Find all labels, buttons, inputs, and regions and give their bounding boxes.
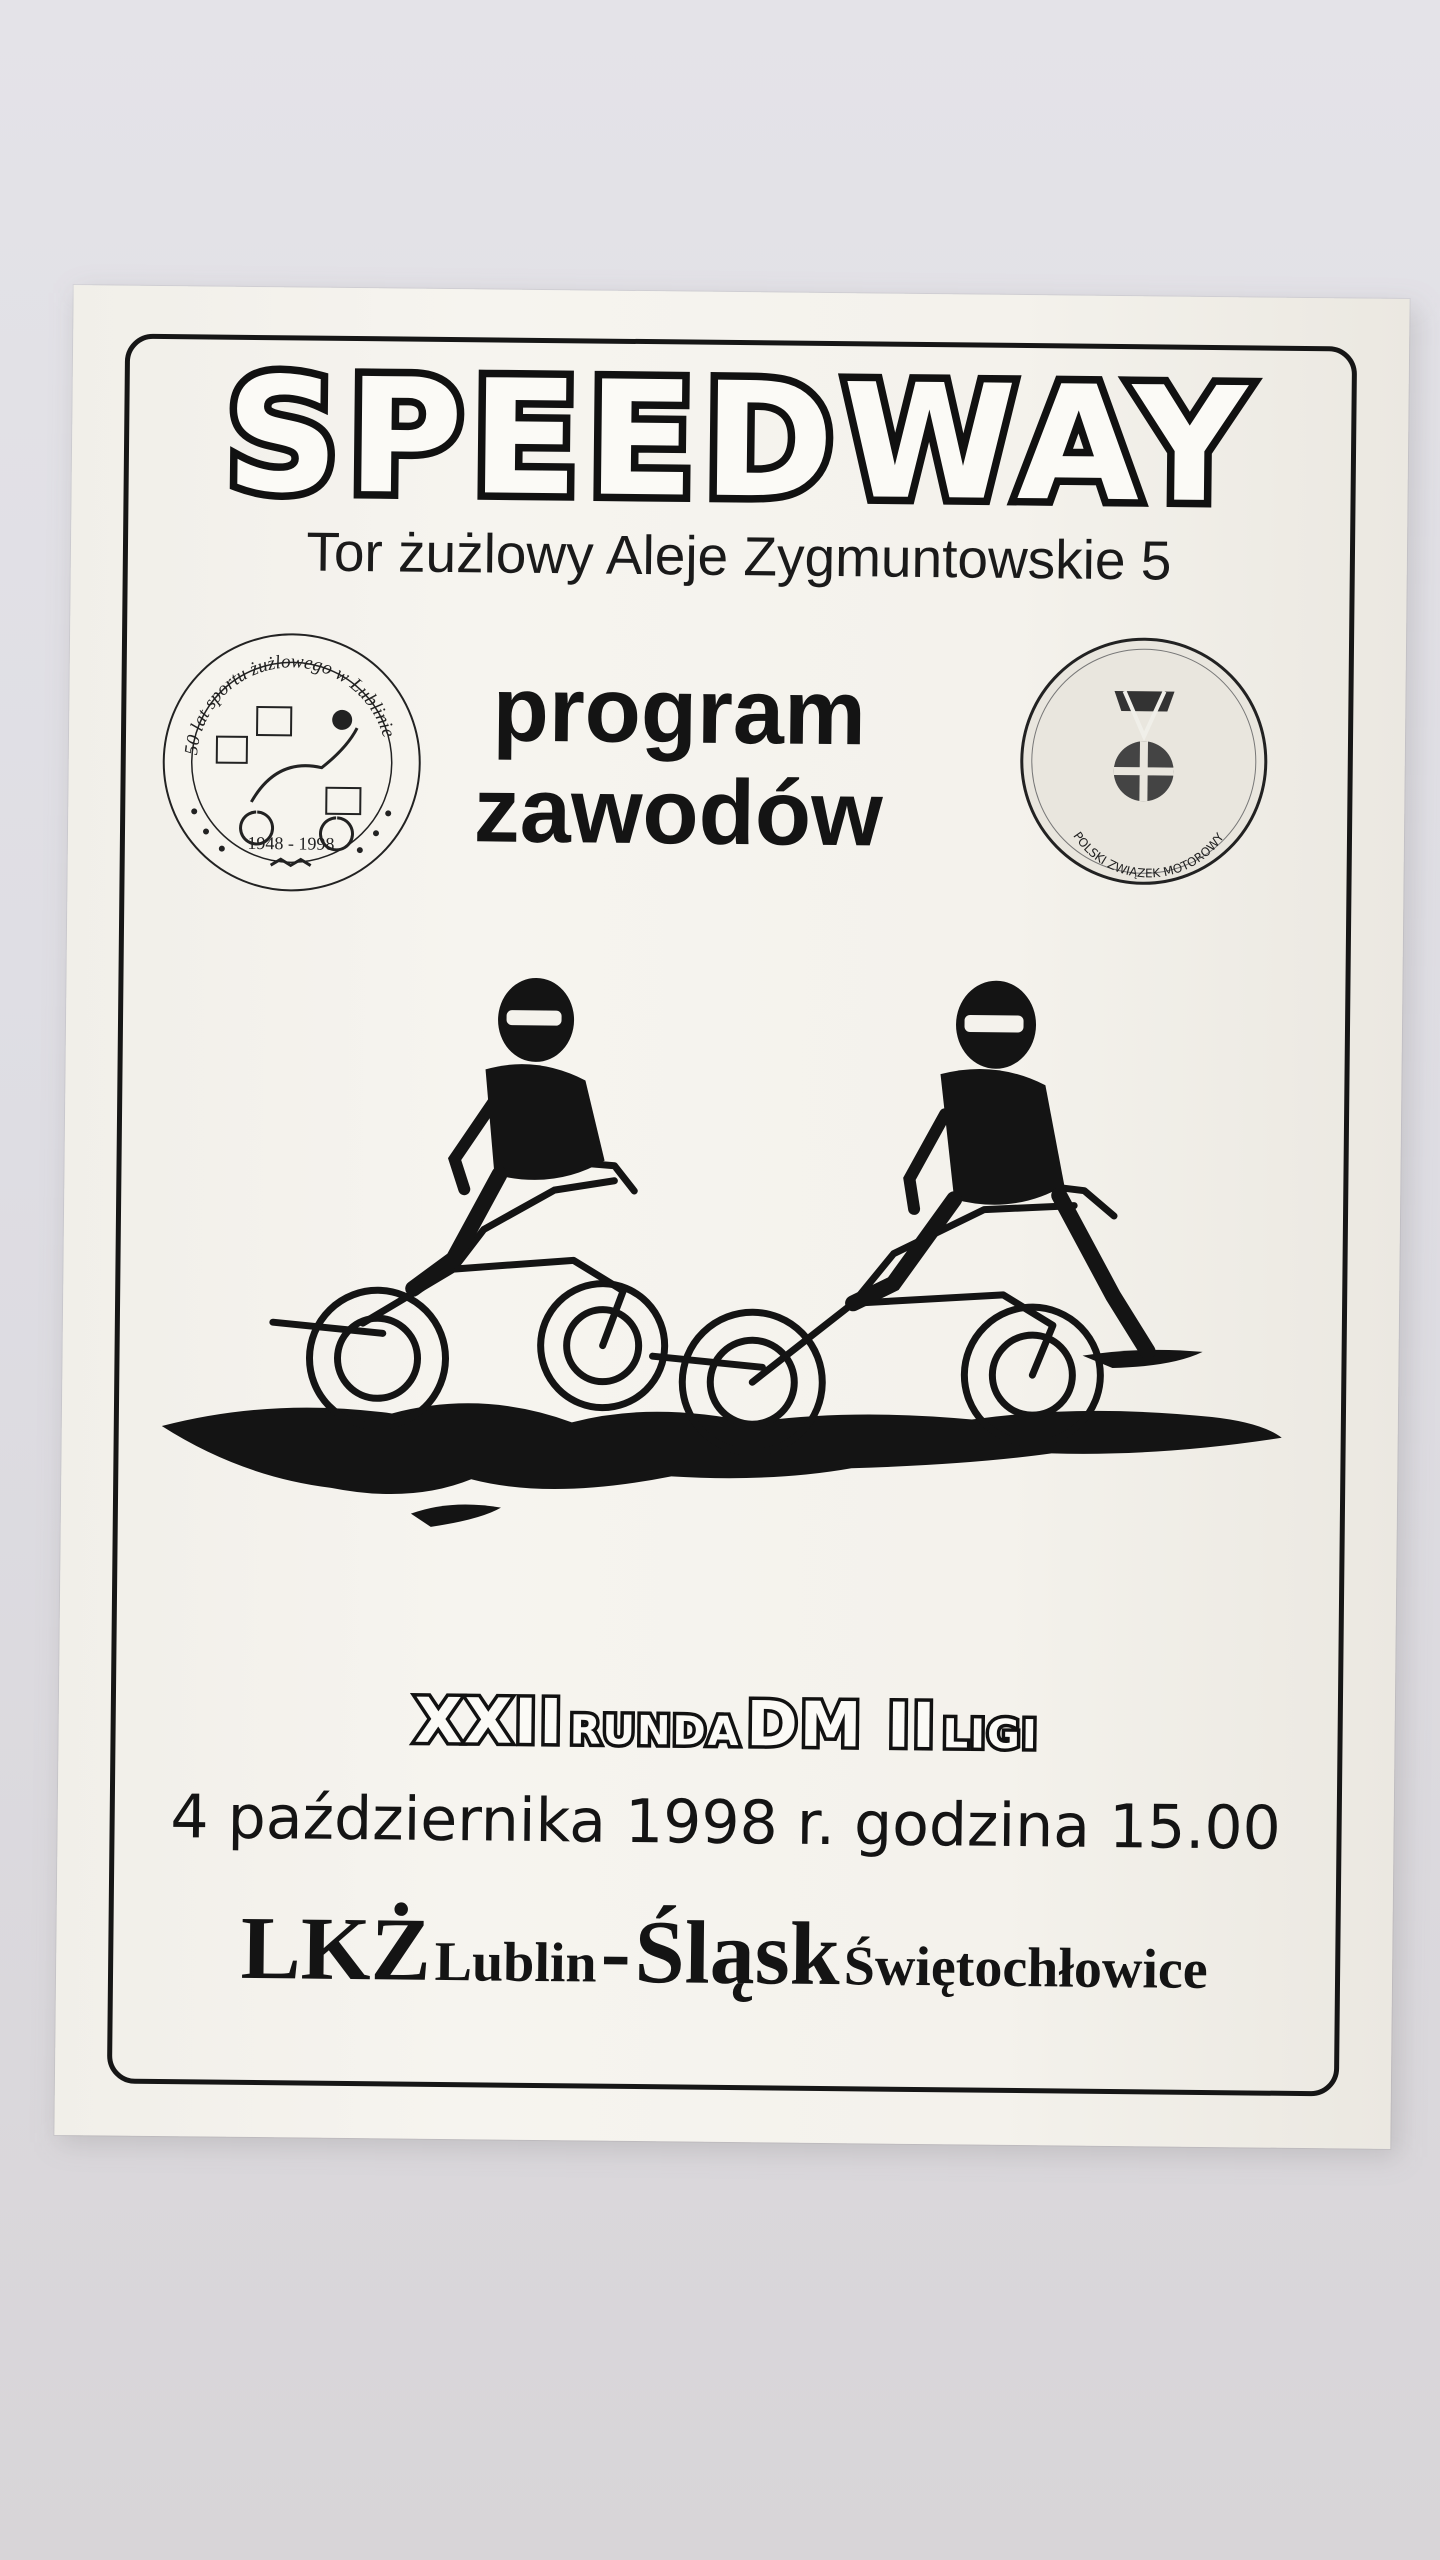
round-tail: LIGI <box>942 1711 1040 1759</box>
away-team: Śląsk <box>634 1903 841 2005</box>
match-teams <box>56 1895 1393 2012</box>
track-address: Tor żużlowy Aleje Zygmuntowskie 5 <box>306 520 1172 592</box>
round-word: RUNDA <box>569 1707 741 1756</box>
emblem-years: 1948 - 1998 <box>247 832 335 854</box>
pzm-ring-text: POLSKI ZWIĄZEK MOTOROWY <box>1070 829 1227 881</box>
speedway-riders-illustration <box>150 956 1296 1588</box>
anniversary-emblem <box>155 626 428 899</box>
emblem-ring-text: 50 lat sportu żużlowego w Lublinie <box>180 651 400 757</box>
round-league: DM II <box>745 1687 938 1763</box>
home-team: LKŻ <box>240 1898 432 2000</box>
program-heading-line1: program <box>492 658 867 765</box>
team-separator: - <box>600 1902 632 2002</box>
program-heading <box>398 658 960 866</box>
pzm-emblem <box>1017 635 1270 888</box>
away-city: Świętochłowice <box>843 1935 1208 2002</box>
home-city: Lublin <box>434 1930 597 1995</box>
event-date: 4 października 1998 r. godzina 15.00 <box>170 1782 1282 1864</box>
program-leaflet <box>54 285 1409 2149</box>
program-heading-line2: zawodów <box>473 759 884 866</box>
round-numeral: XXII <box>414 1683 565 1759</box>
speedway-title: SPEEDWAY <box>224 343 1256 539</box>
round-info <box>58 1680 1395 1767</box>
